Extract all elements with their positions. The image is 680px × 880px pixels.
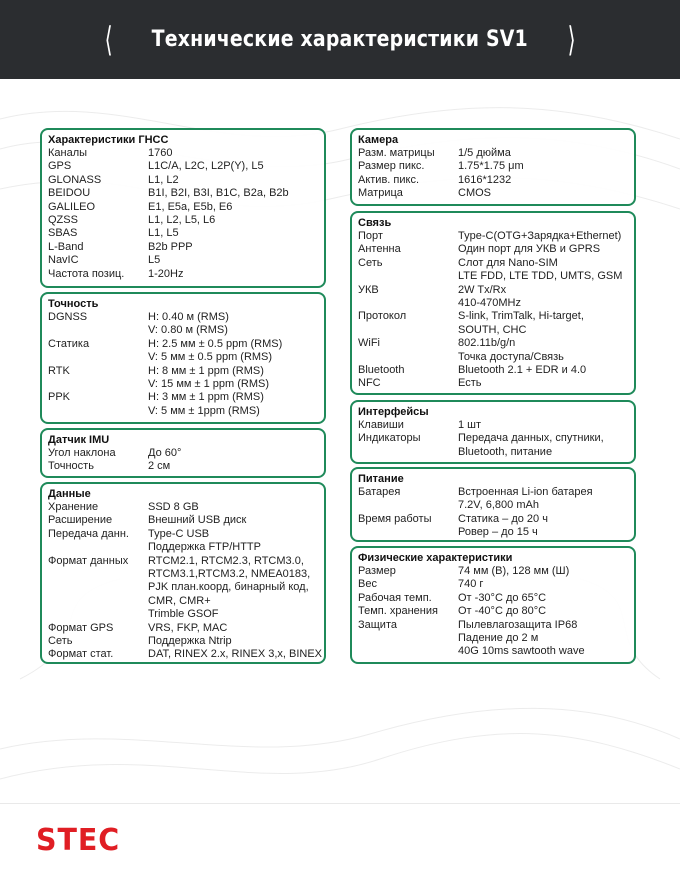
- card-title: Питание: [358, 473, 404, 485]
- spec-row: [358, 364, 628, 377]
- spec-value: E1, E5a, E5b, E6: [148, 200, 233, 213]
- spec-label: [48, 351, 148, 364]
- spec-value: Точка доступа/Связь: [458, 350, 564, 363]
- left-bracket-icon: ⟨: [104, 20, 113, 59]
- spec-value: H: 0.40 м (RMS): [148, 311, 229, 323]
- spec-value: V: 5 мм ± 1ppm (RMS): [148, 404, 260, 417]
- spec-value: V: 5 мм ± 0.5 ppm (RMS): [148, 351, 273, 364]
- spec-row: [358, 174, 628, 187]
- spec-row: [48, 648, 323, 661]
- spec-row: [358, 432, 628, 445]
- spec-value: PJK план.коорд, бинарный код,: [148, 581, 309, 594]
- spec-label: Защита: [358, 618, 397, 631]
- spec-label: QZSS: [48, 214, 78, 227]
- spec-row: [358, 605, 628, 618]
- spec-label: RTK: [48, 364, 70, 377]
- spec-label: Статика: [48, 337, 90, 350]
- spec-value: Bluetooth 2.1 + EDR и 4.0: [458, 364, 587, 377]
- spec-row: [358, 351, 628, 364]
- spec-label: Матрица: [358, 187, 403, 200]
- spec-label: [358, 499, 458, 512]
- spec-value: V: 15 мм ± 1 ppm (RMS): [148, 378, 270, 391]
- spec-value: RTCM2.1, RTCM2.3, RTCM3.0,: [148, 554, 304, 567]
- spec-label: Разм. матрицы: [358, 147, 435, 159]
- spec-row: [358, 578, 628, 591]
- spec-label: Формат данных: [48, 554, 129, 567]
- spec-row: [358, 619, 628, 632]
- card-title: Камера: [358, 134, 399, 146]
- spec-label: Размер пикс.: [358, 160, 425, 173]
- spec-row: [358, 257, 628, 270]
- spec-value: Есть: [458, 377, 482, 390]
- spec-label: Хранение: [48, 501, 99, 513]
- spec-row: [358, 513, 628, 526]
- spec-label: Точность: [48, 460, 94, 473]
- page-header: [0, 0, 680, 79]
- spec-value: CMOS: [458, 187, 491, 200]
- power-card: [350, 467, 636, 542]
- spec-label: WiFi: [358, 337, 380, 350]
- spec-row: [48, 568, 318, 581]
- spec-label: Размер: [358, 565, 396, 577]
- spec-value: 74 мм (В), 128 мм (Ш): [458, 565, 570, 577]
- gnss-card: [40, 128, 326, 288]
- spec-row: [48, 635, 318, 648]
- spec-row: [358, 499, 628, 512]
- spec-label: Частота позиц.: [48, 267, 125, 280]
- spec-value: RTCM3.1,RTCM3.2, NMEA0183,: [148, 568, 311, 581]
- spec-row: [48, 622, 318, 635]
- spec-value: До 60°: [148, 447, 182, 459]
- stec-logo: STEC: [36, 823, 121, 858]
- spec-value: Type-C USB: [148, 527, 210, 540]
- spec-label: [358, 351, 458, 364]
- spec-row: [358, 243, 628, 256]
- spec-row: [48, 405, 318, 418]
- spec-label: NavIC: [48, 254, 79, 267]
- spec-label: [48, 541, 148, 554]
- spec-row: [358, 526, 628, 539]
- spec-value: L1, L2: [148, 173, 179, 186]
- spec-label: Формат стат.: [48, 648, 114, 661]
- spec-value: 1 шт: [458, 419, 482, 431]
- spec-label: Передача данн.: [48, 527, 129, 540]
- spec-row: [358, 419, 628, 432]
- spec-value: 802.11b/g/n: [458, 337, 516, 350]
- spec-value: Падение до 2 м: [458, 632, 539, 645]
- spec-row: [48, 174, 318, 187]
- spec-value: Поддержка Ntrip: [148, 635, 232, 648]
- spec-value: DAT, RINEX 2.x, RINEX 3,x, BINEX: [148, 648, 323, 661]
- spec-label: NFC: [358, 377, 381, 390]
- spec-value: L1C/A, L2C, L2P(Y), L5: [148, 160, 264, 173]
- spec-label: GPS: [48, 160, 72, 173]
- spec-value: S-link, TrimTalk, Hi-target,: [458, 310, 584, 323]
- spec-label: Антенна: [358, 243, 401, 256]
- spec-value: Ровер – до 15 ч: [458, 526, 538, 539]
- spec-value: H: 8 мм ± 1 ppm (RMS): [148, 364, 264, 377]
- spec-label: Формат GPS: [48, 621, 114, 634]
- spec-value: Один порт для УКВ и GPRS: [458, 243, 601, 256]
- spec-value: 740 г: [458, 578, 484, 591]
- spec-value: Внешний USB диск: [148, 514, 247, 527]
- spec-value: H: 3 мм ± 1 ppm (RMS): [148, 391, 264, 404]
- spec-row: [48, 528, 318, 541]
- spec-row: [48, 201, 318, 214]
- spec-value: Пылевлагозащита IP68: [458, 618, 578, 631]
- spec-row: [48, 241, 318, 254]
- spec-row: [358, 446, 628, 459]
- spec-value: 1760: [148, 147, 173, 159]
- spec-value: B2b PPP: [148, 240, 193, 253]
- spec-label: Актив. пикс.: [358, 173, 420, 186]
- physical-card: [350, 546, 636, 664]
- spec-label: [358, 270, 458, 283]
- card-title: Данные: [48, 488, 91, 500]
- spec-label: DGNSS: [48, 311, 88, 323]
- spec-label: [48, 568, 148, 581]
- spec-label: [358, 645, 458, 658]
- spec-value: L1, L5: [148, 227, 179, 240]
- spec-row: [48, 391, 318, 404]
- spec-value: 7.2V, 6,800 mAh: [458, 499, 539, 512]
- communication-card: [350, 211, 636, 395]
- spec-label: Расширение: [48, 514, 113, 527]
- spec-value: 1/5 дюйма: [458, 147, 511, 159]
- spec-label: GLONASS: [48, 173, 102, 186]
- spec-row: [48, 254, 318, 267]
- spec-label: Сеть: [48, 635, 73, 648]
- spec-label: [358, 526, 458, 539]
- spec-row: [48, 608, 318, 621]
- spec-label: SBAS: [48, 227, 78, 240]
- spec-label: Клавиши: [358, 419, 404, 431]
- spec-label: УКВ: [358, 283, 379, 296]
- spec-label: GALILEO: [48, 200, 96, 213]
- spec-value: 1616*1232: [458, 173, 512, 186]
- spec-row: [48, 541, 318, 554]
- spec-label: Сеть: [358, 256, 383, 269]
- spec-row: [48, 227, 318, 240]
- spec-value: B1I, B2I, B3I, B1C, B2a, B2b: [148, 187, 289, 200]
- spec-row: [48, 268, 318, 281]
- spec-row: [358, 187, 628, 200]
- spec-value: Type-C(OTG+Зарядка+Ethernet): [458, 230, 622, 242]
- spec-label: Батарея: [358, 486, 401, 498]
- spec-value: LTE FDD, LTE TDD, UMTS, GSM: [458, 270, 623, 283]
- spec-row: [358, 337, 628, 350]
- card-title: Физические характеристики: [358, 552, 513, 564]
- spec-row: [48, 514, 318, 527]
- spec-row: [48, 378, 318, 391]
- spec-value: L1, L2, L5, L6: [148, 214, 216, 227]
- spec-label: [48, 595, 148, 608]
- spec-row: [48, 311, 318, 324]
- spec-label: Порт: [358, 230, 383, 242]
- spec-label: [358, 297, 458, 310]
- card-title: Датчик IMU: [48, 434, 110, 446]
- spec-value: Bluetooth, питание: [458, 445, 553, 458]
- spec-label: L-Band: [48, 240, 84, 253]
- spec-row: [358, 270, 628, 283]
- spec-label: BEIDOU: [48, 187, 91, 200]
- spec-value: От -40°C до 80°C: [458, 605, 547, 618]
- spec-label: [48, 608, 148, 621]
- spec-row: [358, 310, 628, 323]
- spec-value: SOUTH, CHC: [458, 323, 527, 336]
- spec-value: 2W Tx/Rx: [458, 283, 507, 296]
- spec-row: [48, 555, 318, 568]
- spec-row: [48, 147, 318, 160]
- page-title: Технические характеристики SV1: [151, 27, 529, 52]
- spec-label: Каналы: [48, 147, 88, 159]
- spec-row: [48, 338, 318, 351]
- spec-label: Темп. хранения: [358, 605, 438, 618]
- spec-row: [358, 592, 628, 605]
- spec-label: [358, 632, 458, 645]
- spec-row: [48, 501, 318, 514]
- spec-row: [358, 147, 628, 160]
- spec-label: Протокол: [358, 310, 407, 323]
- spec-label: [48, 581, 148, 594]
- spec-row: [48, 365, 318, 378]
- spec-label: [48, 405, 148, 418]
- spec-value: H: 2.5 мм ± 0.5 ppm (RMS): [148, 337, 283, 350]
- spec-row: [358, 297, 628, 310]
- imu-card: [40, 428, 326, 478]
- spec-value: 1.75*1.75 μm: [458, 160, 524, 173]
- spec-row: [48, 187, 318, 200]
- spec-value: Trimble GSOF: [148, 608, 219, 621]
- camera-card: [350, 128, 636, 206]
- interfaces-card: [350, 400, 636, 464]
- footer-divider: [0, 803, 680, 804]
- spec-value: V: 0.80 м (RMS): [148, 324, 228, 337]
- accuracy-card: [40, 292, 326, 424]
- spec-row: [358, 324, 628, 337]
- spec-row: [358, 632, 628, 645]
- spec-row: [358, 565, 628, 578]
- spec-row: [358, 230, 628, 243]
- spec-value: Передача данных, спутники,: [458, 432, 604, 445]
- spec-value: От -30°C до 65°C: [458, 591, 547, 604]
- spec-label: Время работы: [358, 512, 432, 525]
- spec-row: [358, 377, 628, 390]
- spec-label: Угол наклона: [48, 447, 116, 459]
- spec-row: [48, 460, 318, 473]
- spec-value: Поддержка FTP/HTTP: [148, 541, 261, 554]
- spec-value: Слот для Nano-SIM: [458, 256, 558, 269]
- spec-label: [48, 378, 148, 391]
- spec-value: L5: [148, 254, 161, 267]
- spec-label: [48, 324, 148, 337]
- card-title: Характеристики ГНСС: [48, 134, 169, 146]
- spec-row: [48, 581, 318, 594]
- card-title: Интерфейсы: [358, 406, 429, 418]
- spec-value: CMR, CMR+: [148, 594, 211, 607]
- spec-label: Индикаторы: [358, 432, 421, 445]
- spec-label: Bluetooth: [358, 364, 405, 377]
- right-bracket-icon: ⟩: [567, 20, 576, 59]
- spec-row: [358, 284, 628, 297]
- card-title: Связь: [358, 217, 392, 229]
- spec-value: 2 см: [148, 460, 171, 473]
- spec-value: VRS, FKP, MAC: [148, 621, 228, 634]
- spec-value: Статика – до 20 ч: [458, 512, 548, 525]
- spec-row: [48, 351, 318, 364]
- spec-label: Вес: [358, 578, 377, 591]
- spec-value: 1-20Hz: [148, 267, 184, 280]
- card-title: Точность: [48, 298, 99, 310]
- spec-row: [48, 160, 318, 173]
- spec-row: [358, 486, 628, 499]
- data-card: [40, 482, 326, 664]
- spec-row: [358, 160, 628, 173]
- spec-value: 40G 10ms sawtooth wave: [458, 645, 585, 658]
- spec-label: [358, 324, 458, 337]
- spec-row: [48, 214, 318, 227]
- spec-row: [48, 595, 318, 608]
- spec-value: SSD 8 GB: [148, 501, 199, 513]
- spec-row: [358, 645, 628, 658]
- spec-row: [48, 324, 318, 337]
- spec-label: PPK: [48, 391, 71, 404]
- spec-label: Рабочая темп.: [358, 591, 432, 604]
- spec-value: 410-470MHz: [458, 297, 521, 310]
- spec-value: Встроенная Li-ion батарея: [458, 486, 593, 498]
- spec-label: [358, 446, 458, 459]
- spec-row: [48, 447, 318, 460]
